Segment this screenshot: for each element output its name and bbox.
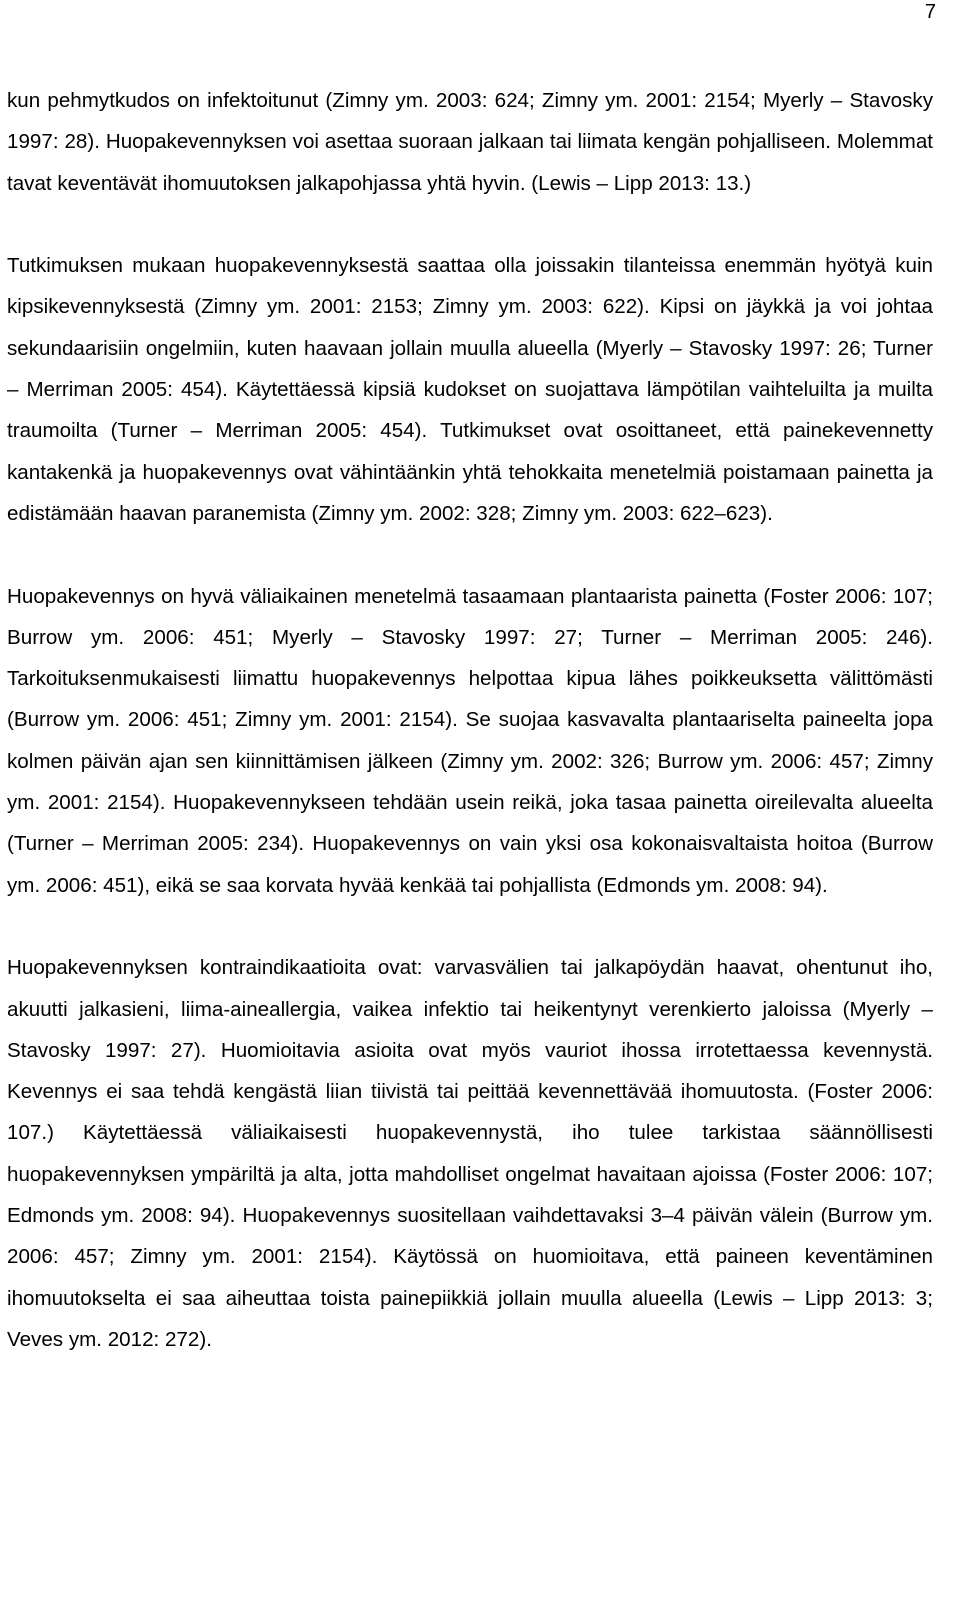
paragraph-1: kun pehmytkudos on infektoitunut (Zimny ym. 2003: 624; Zimny ym. 2001: 2154; Myerly – Stavosky 1997: 28). Huopakevennyksen voi asettaa suoraan jalkaan tai liimata kengän pohjalliseen. Molemmat tavat keventävät ihomuutoksen jalkapohjassa yhtä hyvin. (Lewis – Lipp 2013: 13.) — [7, 89, 933, 195]
page-number: 7 — [924, 1, 936, 23]
paragraph-3: Huopakevennys on hyvä väliaikainen menetelmä tasaamaan plantaarista painetta (Foster 2006: 107; Burrow ym. 2006: 451; Myerly – Stavosky 1997: 27; Turner – Merriman 2005: 246). Tarkoituksenmukaisesti liimattu huopakevennys helpottaa kipua lähes poikkeuksetta välittömästi (Burrow ym. 2006: 451; Zimny ym. 2001: 2154). Se suojaa kasvavalta plantaariselta paineelta jopa kolmen päivän ajan sen kiinnittämisen jälkeen (Zimny ym. 2002: 326; Burrow ym. 2006: 457; Zimny ym. 2001: 2154). Huopakevennykseen tehdään usein reikä, joka tasaa painetta oireilevalta alueelta (Turner – Merriman 2005: 234). Huopakevennys on vain yksi osa kokonaisvaltaista hoitoa (Burrow ym. 2006: 451), eikä se saa korvata hyvää kenkää tai pohjallista (Edmonds ym. 2008: 94). — [7, 584, 933, 897]
document-body — [7, 80, 933, 1360]
paragraph-4: Huopakevennyksen kontraindikaatioita ovat: varvasvälien tai jalkapöydän haavat, ohentunut iho, akuutti jalkasieni, liima-aineallergia, vaikea infektio tai heikentynyt verenkierto jaloissa (Myerly – Stavosky 1997: 27). Huomioitavia asioita ovat myös vauriot ihossa irrotettaessa kevennystä. Kevennys ei saa tehdä kengästä liian tiivistä tai peittää kevennettävää ihomuutosta. (Foster 2006: 107.) Käytettäessä väliaikaisesti huopakevennystä, iho tulee tarkistaa säännöllisesti huopakevennyksen ympäriltä ja alta, jotta mahdolliset ongelmat havaitaan ajoissa (Foster 2006: 107; Edmonds ym. 2008: 94). Huopakevennys suositellaan vaihdettavaksi 3–4 päivän välein (Burrow ym. 2006: 457; Zimny ym. 2001: 2154). Käytössä on huomioitava, että paineen keventäminen ihomuutokselta ei saa aiheuttaa toista painepiikkiä jollain muulla alueella (Lewis – Lipp 2013: 3; Veves ym. 2012: 272). — [7, 956, 933, 1351]
paragraph-2: Tutkimuksen mukaan huopakevennyksestä saattaa olla joissakin tilanteissa enemmän hyötyä kuin kipsikevennyksestä (Zimny ym. 2001: 2153; Zimny ym. 2003: 622). Kipsi on jäykkä ja voi johtaa sekundaarisiin ongelmiin, kuten haavaan jollain muulla alueella (Myerly – Stavosky 1997: 26; Turner – Merriman 2005: 454). Käytettäessä kipsiä kudokset on suojattava lämpötilan vaihteluilta ja muilta traumoilta (Turner – Merriman 2005: 454). Tutkimukset ovat osoittaneet, että painekevennetty kantakenkä ja huopakevennys ovat vähintäänkin yhtä tehokkaita menetelmiä poistamaan painetta ja edistämään haavan paranemista (Zimny ym. 2002: 328; Zimny ym. 2003: 622–623). — [7, 254, 933, 525]
